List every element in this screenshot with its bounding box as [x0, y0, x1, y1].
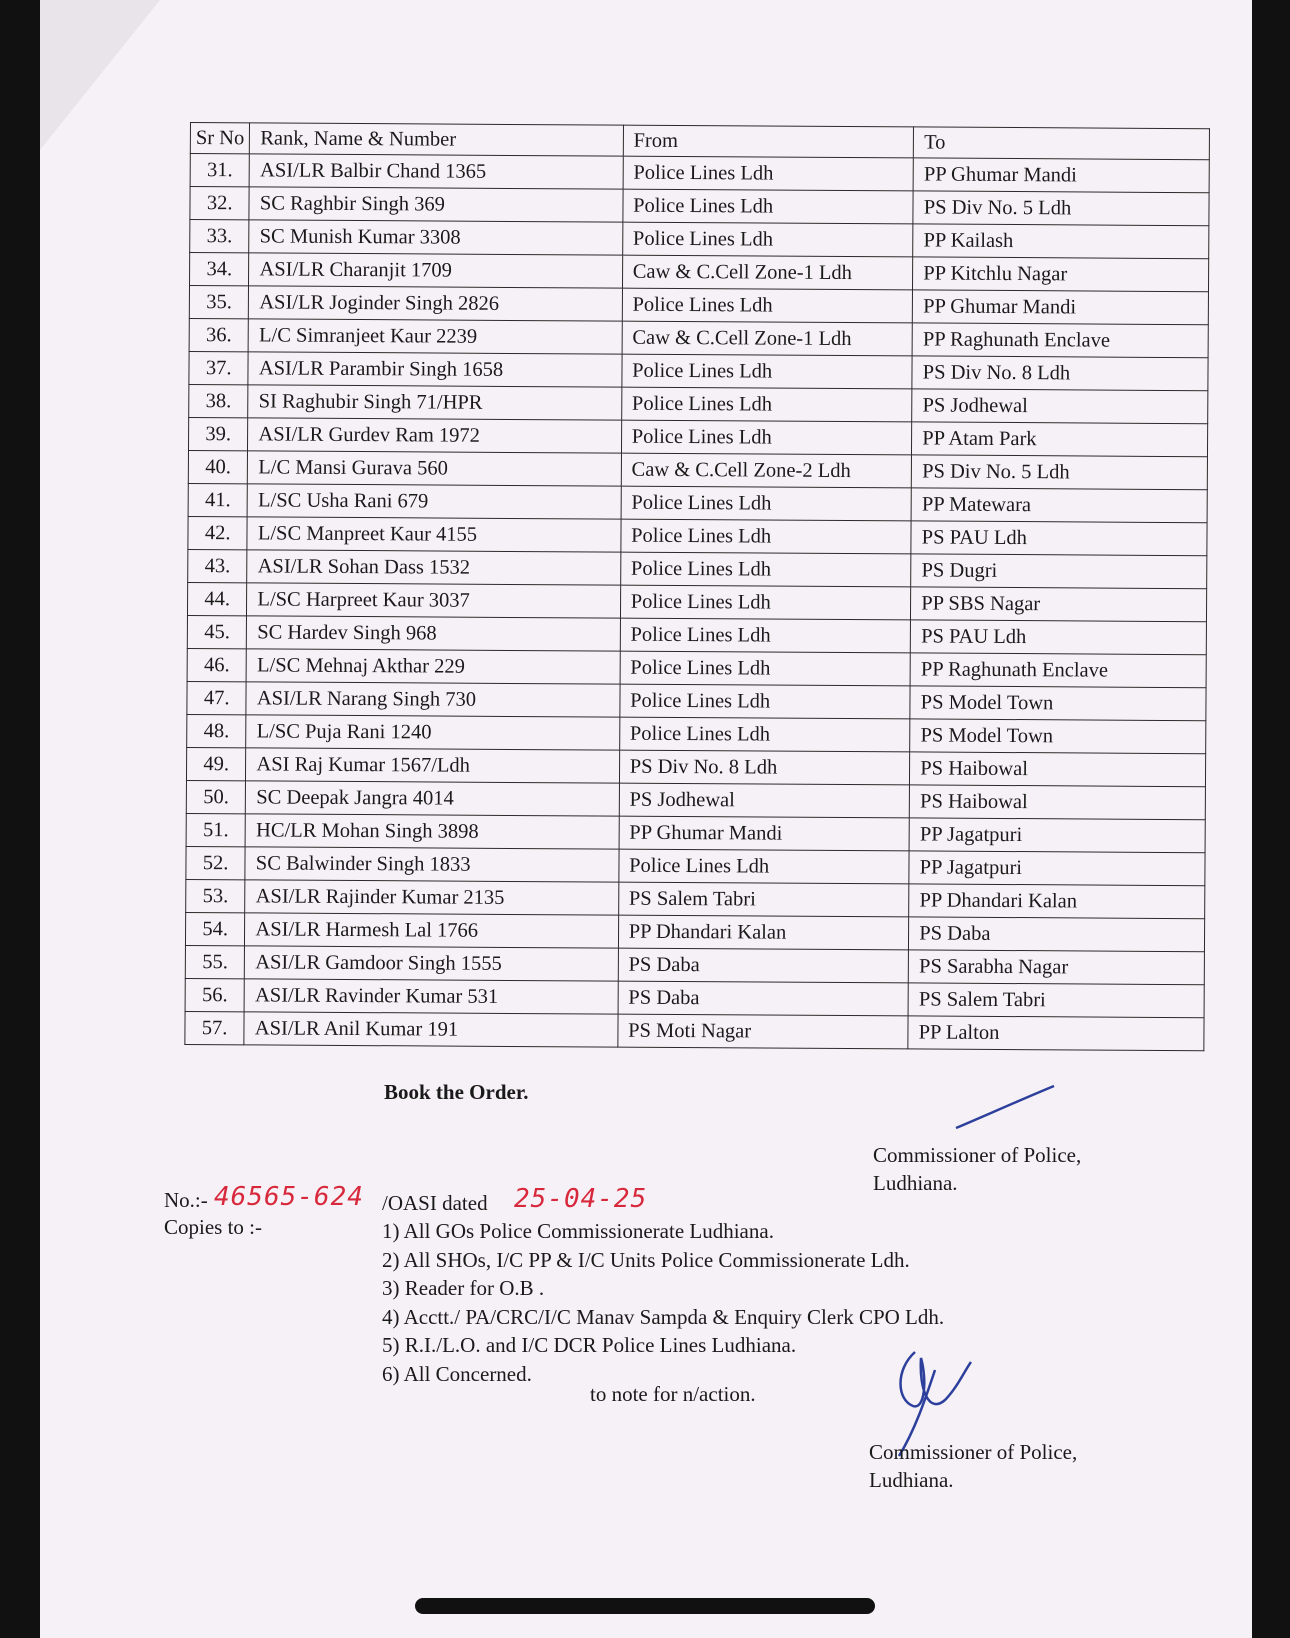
row-to: PS Div No. 5 Ldh — [913, 191, 1209, 226]
row-sr-no: 41. — [188, 483, 248, 516]
row-rank-name-number: SC Deepak Jangra 4014 — [246, 781, 619, 816]
row-to: PS Haibowal — [909, 785, 1205, 820]
row-from: Police Lines Ldh — [620, 651, 911, 686]
row-from: Police Lines Ldh — [619, 717, 910, 752]
row-sr-no: 47. — [187, 681, 247, 714]
row-rank-name-number: ASI/LR Harmesh Lal 1766 — [245, 913, 618, 948]
row-rank-name-number: ASI/LR Charanjit 1709 — [249, 253, 622, 288]
row-rank-name-number: ASI/LR Ravinder Kumar 531 — [244, 979, 617, 1014]
row-from: PS Daba — [618, 948, 909, 983]
copies-label: Copies to :- — [164, 1215, 262, 1239]
copy-item: 1) All GOs Police Commissionerate Ludhiana. — [382, 1219, 774, 1243]
row-from: Caw & C.Cell Zone-1 Ldh — [622, 255, 913, 290]
row-sr-no: 53. — [186, 879, 246, 912]
header-to: To — [914, 127, 1210, 160]
row-rank-name-number: SC Munish Kumar 3308 — [249, 220, 622, 255]
row-sr-no: 37. — [189, 351, 249, 384]
row-sr-no: 43. — [188, 549, 248, 582]
row-sr-no: 40. — [188, 450, 248, 483]
row-from: Police Lines Ldh — [622, 222, 913, 257]
row-sr-no: 35. — [189, 286, 249, 319]
row-sr-no: 54. — [185, 912, 245, 945]
row-to: PP Matewara — [911, 488, 1207, 523]
row-from: Police Lines Ldh — [620, 618, 911, 653]
row-rank-name-number: SC Balwinder Singh 1833 — [245, 847, 618, 882]
row-sr-no: 55. — [185, 945, 245, 978]
row-to: PP Dhandari Kalan — [909, 884, 1205, 919]
row-from: PS Moti Nagar — [618, 1014, 909, 1049]
row-sr-no: 36. — [189, 318, 249, 351]
row-to: PP Atam Park — [912, 422, 1208, 457]
row-sr-no: 38. — [189, 384, 249, 417]
row-sr-no: 46. — [187, 648, 247, 681]
row-to: PS Div No. 5 Ldh — [912, 455, 1208, 490]
row-sr-no: 44. — [187, 582, 247, 615]
row-to: PP Kitchlu Nagar — [913, 257, 1209, 292]
row-to: PS PAU Ldh — [911, 521, 1207, 556]
home-indicator-bar[interactable] — [415, 1598, 875, 1614]
copy-item: 2) All SHOs, I/C PP & I/C Units Police Commissionerate Ldh. — [382, 1247, 910, 1272]
row-from: Police Lines Ldh — [620, 684, 911, 719]
row-sr-no: 31. — [190, 154, 250, 187]
row-from: Police Lines Ldh — [623, 156, 914, 191]
row-from: PP Ghumar Mandi — [619, 816, 910, 851]
pen-stroke-signature — [950, 1080, 1060, 1130]
copy-item: 5) R.I./L.O. and I/C DCR Police Lines Ludhiana. — [382, 1333, 797, 1357]
row-sr-no: 50. — [186, 780, 246, 813]
copy-item: 6) All Concerned. — [382, 1361, 532, 1386]
row-sr-no: 34. — [190, 253, 250, 286]
row-sr-no: 49. — [186, 747, 246, 780]
copies-list — [382, 1219, 944, 1390]
signature-title-1: Commissioner of Police, — [873, 1143, 1082, 1167]
row-to: PS Sarabha Nagar — [908, 950, 1204, 985]
row-rank-name-number: ASI/LR Sohan Dass 1532 — [247, 550, 620, 585]
row-sr-no: 39. — [188, 417, 248, 450]
copy-item: 3) Reader for O.B . — [382, 1276, 545, 1300]
row-rank-name-number: L/SC Manpreet Kaur 4155 — [247, 517, 620, 552]
row-from: Caw & C.Cell Zone-1 Ldh — [622, 321, 913, 356]
copy-item: 4) Acctt./ PA/CRC/I/C Manav Sampda & Enquiry Clerk CPO Ldh. — [382, 1304, 945, 1329]
row-sr-no: 42. — [188, 516, 248, 549]
row-to: PP Lalton — [908, 1016, 1204, 1051]
row-rank-name-number: L/SC Puja Rani 1240 — [246, 715, 619, 750]
row-rank-name-number: L/C Simranjeet Kaur 2239 — [248, 319, 621, 354]
row-to: PP Raghunath Enclave — [912, 323, 1208, 358]
row-from: PS Div No. 8 Ldh — [619, 750, 910, 785]
row-from: Caw & C.Cell Zone-2 Ldh — [621, 453, 912, 488]
row-sr-no: 56. — [185, 978, 245, 1011]
row-to: PS PAU Ldh — [911, 620, 1207, 655]
row-rank-name-number: ASI/LR Rajinder Kumar 2135 — [245, 880, 618, 915]
row-rank-name-number: ASI/LR Balbir Chand 1365 — [249, 154, 622, 189]
row-rank-name-number: L/SC Harpreet Kaur 3037 — [247, 583, 620, 618]
row-from: PS Daba — [618, 981, 909, 1016]
folded-corner — [40, 0, 160, 150]
row-from: Police Lines Ldh — [621, 387, 912, 422]
row-to: PP Ghumar Mandi — [913, 290, 1209, 325]
row-to: PP SBS Nagar — [911, 587, 1207, 622]
row-rank-name-number: L/SC Mehnaj Akthar 229 — [246, 649, 619, 684]
row-sr-no: 32. — [190, 187, 250, 220]
row-rank-name-number: SC Raghbir Singh 369 — [249, 187, 622, 222]
header-from: From — [623, 125, 914, 158]
row-rank-name-number: HC/LR Mohan Singh 3898 — [245, 814, 618, 849]
row-from: PS Jodhewal — [619, 783, 910, 818]
row-sr-no: 52. — [186, 846, 246, 879]
row-rank-name-number: ASI/LR Gurdev Ram 1972 — [248, 418, 621, 453]
row-rank-name-number: L/C Mansi Gurava 560 — [248, 451, 621, 486]
row-from: Police Lines Ldh — [623, 189, 914, 224]
row-to: PS Model Town — [910, 719, 1206, 754]
row-to: PP Jagatpuri — [909, 851, 1205, 886]
row-from: PS Salem Tabri — [618, 882, 909, 917]
row-to: PP Jagatpuri — [909, 818, 1205, 853]
table-row — [185, 1011, 1204, 1050]
row-to: PS Haibowal — [910, 752, 1206, 787]
row-sr-no: 33. — [190, 220, 250, 253]
row-rank-name-number: ASI Raj Kumar 1567/Ldh — [246, 748, 619, 783]
row-from: Police Lines Ldh — [621, 486, 912, 521]
row-sr-no: 48. — [187, 714, 247, 747]
row-rank-name-number: L/SC Usha Rani 679 — [247, 484, 620, 519]
row-sr-no: 57. — [185, 1011, 245, 1044]
note-for-action: to note for n/action. — [590, 1382, 756, 1406]
transfer-table — [184, 122, 1210, 1051]
order-ref-prefix: No.:- — [164, 1188, 208, 1212]
row-rank-name-number: ASI/LR Joginder Singh 2826 — [249, 286, 622, 321]
order-ref-middle: /OASI dated — [382, 1191, 488, 1215]
row-to: PP Kailash — [913, 224, 1209, 259]
row-to: PS Daba — [909, 917, 1205, 952]
row-rank-name-number: ASI/LR Gamdoor Singh 1555 — [245, 946, 618, 981]
row-to: PP Ghumar Mandi — [913, 158, 1209, 193]
row-from: Police Lines Ldh — [622, 288, 913, 323]
row-to: PS Dugri — [911, 554, 1207, 589]
row-from: PP Dhandari Kalan — [618, 915, 909, 950]
header-rank-name-number: Rank, Name & Number — [250, 123, 623, 156]
row-rank-name-number: SC Hardev Singh 968 — [247, 616, 620, 651]
row-rank-name-number: ASI/LR Anil Kumar 191 — [244, 1012, 617, 1047]
row-from: Police Lines Ldh — [622, 354, 913, 389]
row-from: Police Lines Ldh — [621, 420, 912, 455]
row-sr-no: 45. — [187, 615, 247, 648]
row-to: PP Raghunath Enclave — [910, 653, 1206, 688]
table-body — [185, 154, 1209, 1051]
row-from: Police Lines Ldh — [620, 585, 911, 620]
order-number-handwritten: 46565-624 — [214, 1182, 364, 1212]
order-date-handwritten: 25-04-25 — [514, 1184, 648, 1214]
row-from: Police Lines Ldh — [620, 552, 911, 587]
row-to: PS Jodhewal — [912, 389, 1208, 424]
header-sr-no: Sr No — [190, 123, 250, 154]
book-the-order: Book the Order. — [384, 1080, 529, 1104]
row-to: PS Div No. 8 Ldh — [912, 356, 1208, 391]
row-to: PS Salem Tabri — [908, 983, 1204, 1018]
row-rank-name-number: ASI/LR Narang Singh 730 — [246, 682, 619, 717]
signature-place-2: Ludhiana. — [869, 1468, 954, 1492]
row-rank-name-number: ASI/LR Parambir Singh 1658 — [248, 352, 621, 387]
row-from: Police Lines Ldh — [619, 849, 910, 884]
row-sr-no: 51. — [186, 813, 246, 846]
signature-title-2: Commissioner of Police, — [869, 1440, 1078, 1464]
signature-place-1: Ludhiana. — [873, 1171, 958, 1195]
row-to: PS Model Town — [910, 686, 1206, 721]
row-rank-name-number: SI Raghubir Singh 71/HPR — [248, 385, 621, 420]
row-from: Police Lines Ldh — [621, 519, 912, 554]
